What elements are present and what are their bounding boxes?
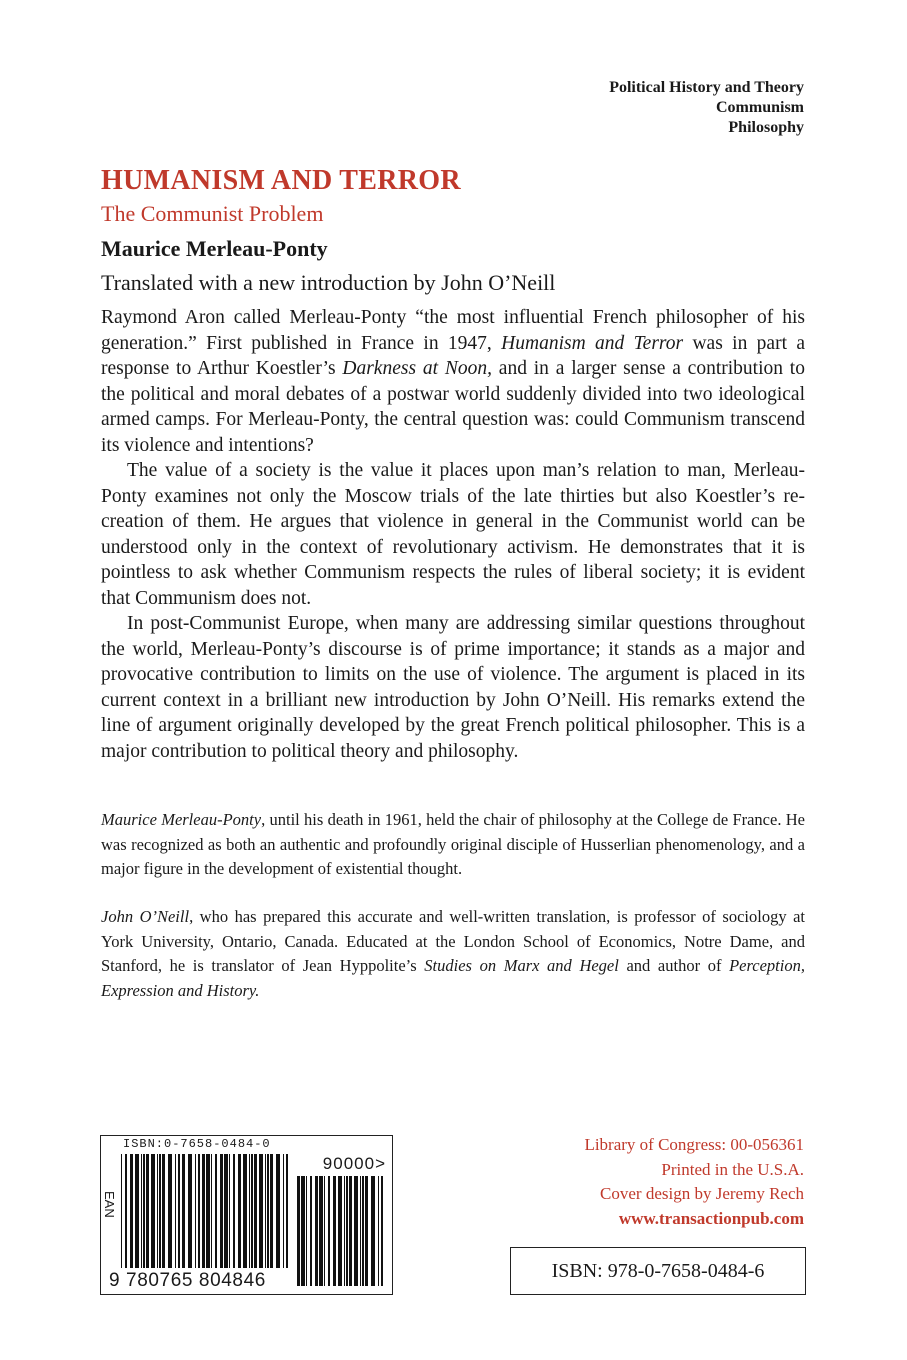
barcode-bar: [159, 1154, 161, 1268]
barcode-bar: [267, 1154, 269, 1268]
barcode-bar: [198, 1154, 200, 1268]
cover-design-credit: Cover design by Jeremy Rech: [600, 1184, 804, 1203]
barcode-bar: [143, 1154, 145, 1268]
printed-in: Printed in the U.S.A.: [661, 1159, 804, 1179]
barcode-bar: [324, 1176, 325, 1286]
barcode-bar: [276, 1154, 280, 1268]
isbn13: ISBN: 978-0-7658-0484-6: [551, 1259, 765, 1282]
barcode-bar: [202, 1154, 205, 1268]
author-bio: [101, 808, 805, 882]
barcode-digits: 9 780765 804846: [109, 1270, 266, 1291]
barcode-bar: [141, 1154, 142, 1268]
barcode-bar: [229, 1154, 230, 1268]
barcode-bar: [224, 1154, 228, 1268]
barcode-bar: [130, 1154, 133, 1268]
barcode-bar: [254, 1154, 257, 1268]
italic-title: Humanism and Terror: [501, 332, 684, 354]
category-political-history: Political History and Theory: [609, 79, 804, 96]
barcode-bar: [168, 1154, 172, 1268]
barcode-ean-label: EAN: [102, 1191, 117, 1218]
barcode-bar: [265, 1154, 266, 1268]
barcode-bar: [310, 1176, 312, 1286]
barcode-bar: [135, 1154, 139, 1268]
barcode-bar: [182, 1154, 185, 1268]
isbn13-box: [510, 1247, 806, 1295]
barcode-bar: [238, 1154, 241, 1268]
barcode-bar: [338, 1176, 342, 1286]
barcode-bar: [162, 1154, 165, 1268]
barcode-bar: [349, 1176, 352, 1286]
barcode-bar: [188, 1154, 192, 1268]
barcode-bar: [220, 1154, 223, 1268]
translator-bio-text: , who has prepared this accurate and well-written translation, is professor of sociology at York University, Ontario, Canada. Educated at the London School of Economics, Notre Dame, and Stanford, he is translator of Jean Hyppolite’s: [101, 907, 805, 975]
barcode-bar: [354, 1176, 358, 1286]
description-paragraph-2: The value of a society is the value it places upon man’s relation to man, Merleau-Ponty examines not only the Moscow trials of the late thirties but also Koestler’s re-creation of them. He argues that violence in general in the Communist world can be understood only in the context of revolutionary activism. He demonstrates that it is pointless to ask whether Communism respects the rules of liberal society; it is evident that Communism does not.: [101, 460, 805, 609]
book-description: [101, 305, 805, 764]
barcode-bar: [243, 1154, 247, 1268]
barcode-bar: [175, 1154, 176, 1268]
barcode-bar: [283, 1154, 284, 1268]
italic-title: Studies on Marx and Hegel: [424, 956, 619, 975]
description-text: was in part a response to Arthur Koestler’s: [101, 332, 805, 379]
barcode-bar: [381, 1176, 383, 1286]
italic-title: Perception, Expression and History.: [101, 956, 805, 1000]
subject-categories: [609, 78, 804, 138]
translator-bio: [101, 905, 805, 1003]
barcode-bar: [151, 1154, 155, 1268]
barcode-bar: [249, 1154, 250, 1268]
author-bio-name: Maurice Merleau-Ponty: [101, 810, 262, 829]
barcode-bar: [259, 1154, 263, 1268]
barcode-bar: [301, 1176, 305, 1286]
barcode-bar: [125, 1154, 127, 1268]
book-author: Maurice Merleau-Ponty: [101, 236, 328, 261]
book-subtitle: The Communist Problem: [101, 201, 324, 226]
publisher-info: [584, 1133, 804, 1231]
barcode-bar: [378, 1176, 379, 1286]
barcode-bar: [157, 1154, 158, 1268]
barcode-bar: [195, 1154, 196, 1268]
library-of-congress: Library of Congress: 00-056361: [584, 1135, 804, 1154]
barcode-bar: [270, 1154, 273, 1268]
description-paragraph-3: In post-Communist Europe, when many are addressing similar questions throughout the world, Merleau-Ponty’s discourse is of prime importance; it stands as a major and provocative contribution to limits on the use of violence. The argument is placed in its current context in a brilliant new introduction by John O’Neill. His remarks extend the line of argument originally developed by the great French political philosopher. This is a major contribution to political theory and philosophy.: [101, 613, 805, 762]
barcode-bar: [333, 1176, 336, 1286]
barcode-bar: [306, 1176, 307, 1286]
italic-title: Darkness at Noon,: [342, 358, 492, 379]
barcode-bar: [365, 1176, 368, 1286]
description-text: Raymond Aron called Merleau-Ponty “the most influential French philosopher of his generation.” First published in France in 1947,: [101, 307, 805, 354]
barcode-bar: [286, 1154, 288, 1268]
description-text: and in a larger sense a contribution to the political and moral debates of a postwar world suddenly divided into two ideological armed camps. For Merleau-Ponty, the central question was: could Communism transcend its violence and intentions?: [101, 358, 805, 456]
translator-line: Translated with a new introduction by John O’Neill: [101, 270, 556, 295]
barcode-bar: [233, 1154, 235, 1268]
author-bio-text: , until his death in 1961, held the chair of philosophy at the College de France. He was recognized as both an authentic and profoundly original disciple of Husserlian phenomenology, and a major figure in the development of existential thought.: [101, 810, 805, 878]
barcode-bar: [251, 1154, 253, 1268]
translator-bio-name: John O’Neill: [101, 907, 190, 926]
barcode-bar: [328, 1176, 330, 1286]
barcode-bar: [315, 1176, 318, 1286]
publisher-website[interactable]: www.transactionpub.com: [618, 1208, 804, 1228]
category-philosophy: Philosophy: [728, 119, 804, 136]
barcode-bar: [346, 1176, 348, 1286]
barcode-bar: [215, 1154, 217, 1268]
book-title: HUMANISM AND TERROR: [101, 165, 461, 196]
translator-bio-text: and author of: [618, 956, 730, 975]
category-communism: Communism: [715, 99, 804, 116]
barcode-bar: [362, 1176, 364, 1286]
description-paragraph-1: [101, 305, 805, 458]
barcode-bar: [297, 1176, 300, 1286]
barcode: [100, 1135, 393, 1295]
barcode-bar: [178, 1154, 180, 1268]
barcode-addon: 90000>: [322, 1154, 386, 1173]
barcode-bar: [121, 1154, 122, 1268]
barcode-bar: [146, 1154, 149, 1268]
barcode-bar: [344, 1176, 345, 1286]
barcode-bar: [319, 1176, 323, 1286]
barcode-isbn10: ISBN:0-7658-0484-0: [123, 1137, 271, 1151]
barcode-bar: [206, 1154, 210, 1268]
barcode-bar: [371, 1176, 375, 1286]
barcode-bar: [211, 1154, 212, 1268]
barcode-bar: [360, 1176, 361, 1286]
